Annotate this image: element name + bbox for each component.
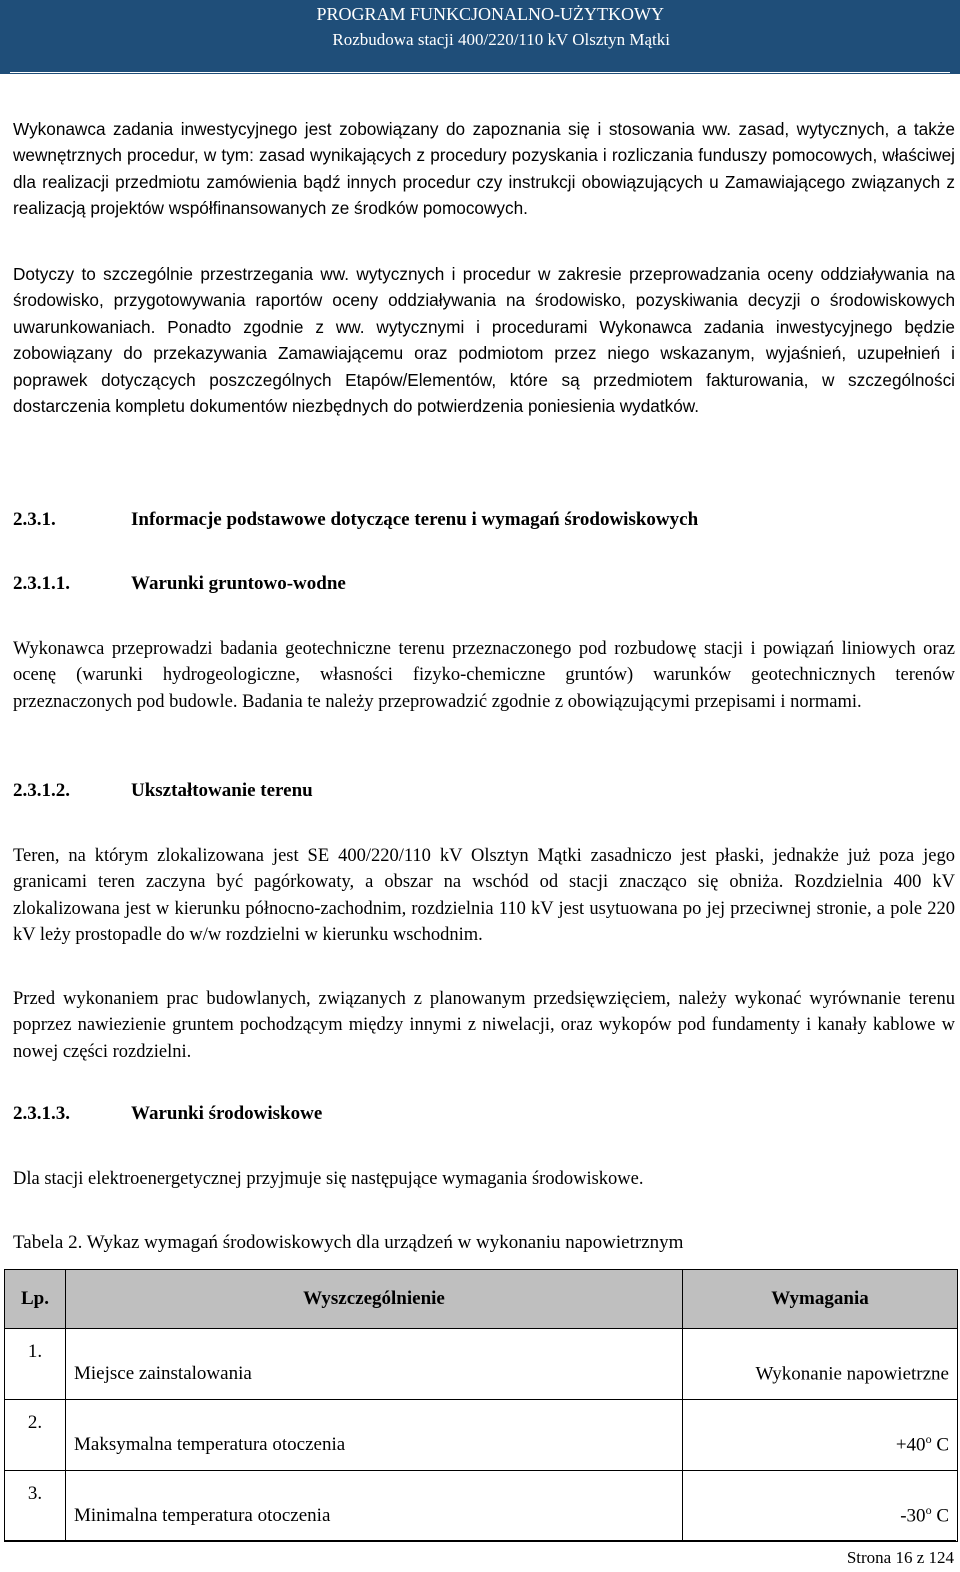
cell-description: Maksymalna temperatura otoczenia	[66, 1400, 683, 1471]
cell-lp: 1.	[5, 1329, 66, 1400]
heading-number: 2.3.1.	[13, 509, 56, 530]
cell-requirement: $+40^o$ C	[683, 1400, 958, 1471]
header-title: PROGRAM FUNKCJONALNO-UŻYTKOWY	[316, 4, 664, 24]
paragraph-5: Przed wykonaniem prac budowlanych, związanych z planowanym przedsięwzięciem, należy wykonać wyrównanie terenu poprzez nawiezienie gruntem pochodzącym między innymi z niwelacji, oraz wykopów pod fundamenty i kanały kablowe w nowej części rozdzielni.	[13, 989, 955, 1062]
heading-number: 2.3.1.2.	[13, 780, 70, 801]
header-divider	[10, 72, 950, 73]
heading-number: 2.3.1.1.	[13, 573, 70, 594]
header-subtitle: Rozbudowa stacji 400/220/110 kV Olsztyn Mątki	[332, 30, 670, 49]
table-caption: Tabela 2. Wykaz wymagań środowiskowych dla urządzeń w wykonaniu napowietrznym	[13, 1232, 684, 1253]
page-header	[0, 0, 960, 74]
heading-title: Warunki gruntowo-wodne	[131, 573, 346, 594]
column-header-description: Wyszczególnienie	[66, 1270, 683, 1329]
page-number: Strona 16 z 124	[846, 1548, 954, 1567]
cell-lp: 2.	[5, 1400, 66, 1471]
heading-2-3-1	[13, 509, 698, 531]
paragraph-6: Dla stacji elektroenergetycznej przyjmuje się następujące wymagania środowiskowe.	[13, 1169, 644, 1189]
paragraph-1: Wykonawca zadania inwestycyjnego jest zobowiązany do zapoznania się i stosowania ww. zasad, wytycznych, a także wewnętrznych procedur, w tym: zasad wynikających z procedury pozyskania i rozliczania funduszy pomocowych, właściwej dla realizacji przedmiotu zamówienia bądź innych procedur czy instrukcji obowiązujących u Zamawiającego związanych z realizacją projektów współfinansowanych ze środków pomocowych.	[13, 119, 955, 219]
column-header-requirements: Wymagania	[683, 1270, 958, 1329]
cell-lp: 3.	[5, 1471, 66, 1542]
heading-number: 2.3.1.3.	[13, 1103, 70, 1124]
column-header-lp: Lp.	[5, 1270, 66, 1329]
paragraph-4: Teren, na którym zlokalizowana jest SE 400/220/110 kV Olsztyn Mątki zasadniczo jest płaski, jednakże już poza jego granicami teren zaczyna być pagórkowaty, a obszar na wschód od stacji znacząco się obniża. Rozdzielnia 400 kV zlokalizowana jest w kierunku północno-zachodnim, rozdzielnia 110 kV jest usytuowana po jej przeciwnej stronie, a pole 220 kV leży prostopadle do w/w rozdzielni w kierunku wschodnim.	[13, 846, 955, 946]
table-row	[5, 1471, 958, 1542]
cell-requirement: -30$^o$ C	[683, 1471, 958, 1542]
table-row	[5, 1400, 958, 1471]
footer-divider	[4, 1540, 956, 1541]
heading-title: Warunki środowiskowe	[131, 1103, 323, 1124]
cell-description: Miejsce zainstalowania	[66, 1329, 683, 1400]
cell-requirement: Wykonanie napowietrzne	[683, 1329, 958, 1400]
heading-2-3-1-3	[13, 1103, 322, 1125]
table-row	[5, 1329, 958, 1400]
heading-title: Ukształtowanie terenu	[131, 780, 313, 801]
table-header-row	[5, 1270, 958, 1329]
requirements-table	[4, 1269, 958, 1542]
paragraph-2: Dotyczy to szczególnie przestrzegania ww. wytycznych i procedur w zakresie przeprowadzania oceny oddziaływania na środowisko, przygotowywania raportów oceny oddziaływania na środowisko, pozyskiwania decyzji o środowiskowych uwarunkowaniach. Ponadto zgodnie z ww. wytycznymi i procedurami Wykonawca zadania inwestycyjnego będzie zobowiązany do przekazywania Zamawiającemu oraz podmiotom przez niego wskazanym, wyjaśnień, uzupełnień i poprawek dotyczących poszczególnych Etapów/Elementów, które są przedmiotem fakturowania, w szczególności dostarczenia kompletu dokumentów niezbędnych do potwierdzenia poniesienia wydatków.	[13, 264, 955, 417]
heading-title: Informacje podstawowe dotyczące terenu i wymagań środowiskowych	[131, 509, 699, 530]
heading-2-3-1-2	[13, 780, 313, 802]
heading-2-3-1-1	[13, 573, 346, 595]
cell-description: Minimalna temperatura otoczenia	[66, 1471, 683, 1542]
paragraph-3: Wykonawca przeprowadzi badania geotechniczne terenu przeznaczonego pod rozbudowę stacji i powiązań liniowych oraz ocenę (warunki hydrogeologiczne, własności fizyko-chemiczne gruntów) warunków geotechnicznych terenów przeznaczonych pod budowle. Badania te należy przeprowadzić zgodnie z obowiązującymi przepisami i normami.	[13, 639, 955, 712]
